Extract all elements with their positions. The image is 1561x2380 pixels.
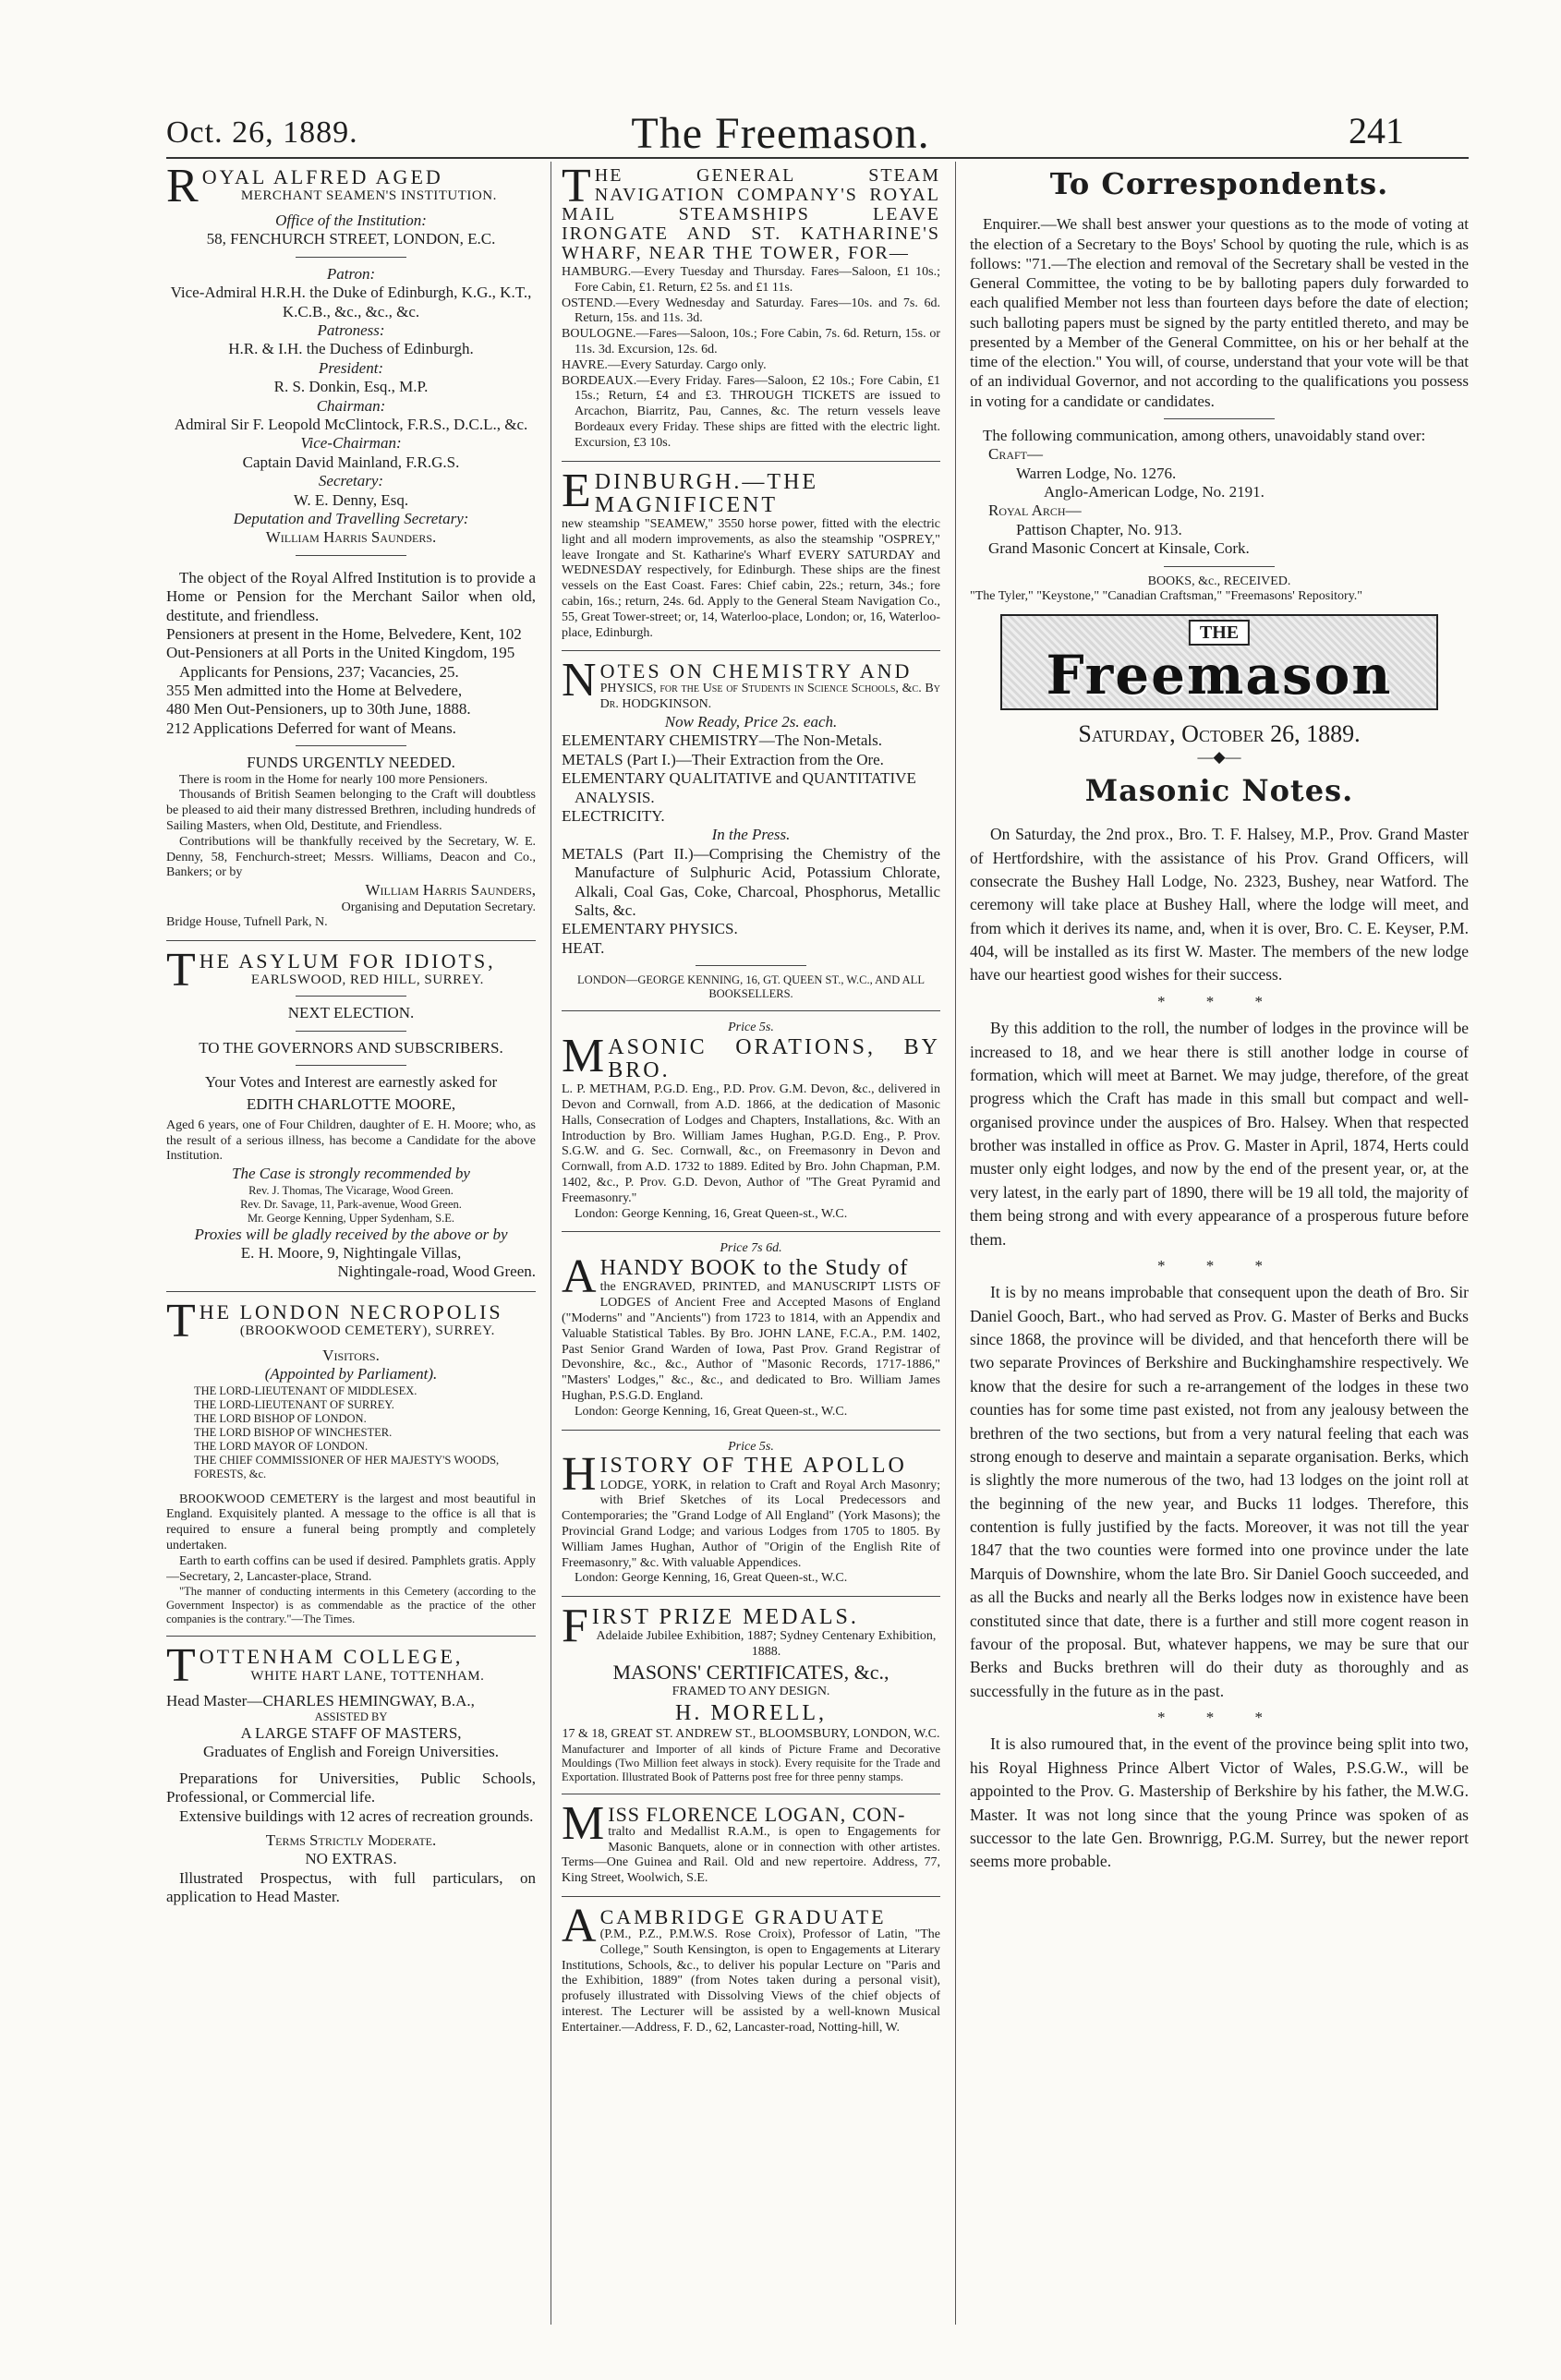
column-2 xyxy=(562,166,940,2325)
book-item: ELEMENTARY QUALITATIVE and QUANTITATIVE ANALYSIS. xyxy=(562,769,916,806)
edinburgh-advert xyxy=(562,464,940,642)
office-address: 58, FENCHURCH STREET, LONDON, E.C. xyxy=(206,230,496,248)
signoff: William Harris Saunders, xyxy=(365,881,536,900)
assisted-line: ASSISTED BY xyxy=(314,1709,388,1723)
label: Patroness: xyxy=(317,321,385,340)
prep-line: Preparations for Universities, Public Schools, Professional, or Commercial life. xyxy=(166,1769,536,1806)
logo-word: Freemason xyxy=(1046,644,1393,707)
reference: Rev. J. Thomas, The Vicarage, Wood Green. xyxy=(248,1183,454,1197)
masonic-orations-advert xyxy=(562,1021,940,1222)
advert-heading: TOTTENHAM COLLEGE, xyxy=(166,1639,464,1693)
case-line: The Case is strongly recommended by xyxy=(232,1165,470,1183)
advert-heading: MASONIC ORATIONS, BY BRO. xyxy=(562,1029,940,1083)
funds-text: There is room in the Home for nearly 100 more Pensioners. xyxy=(179,772,488,787)
advert-heading: THE GENERAL STEAM NAVIGATION COMPANY'S ROYAL MAIL STEAMSHIPS LEAVE IRONGATE AND ST. KATHARINE'S WHARF, NEAR THE TOWER, FOR— xyxy=(562,166,940,263)
chapter-item: Pattison Chapter, No. 913. xyxy=(1016,520,1182,538)
book-item: METALS (Part I.)—Their Extraction from the Ore. xyxy=(562,750,884,768)
election-line: NEXT ELECTION. xyxy=(287,1004,415,1022)
certificates-line: MASONS' CERTIFICATES, &c., xyxy=(612,1660,889,1684)
asylum-advert xyxy=(166,944,536,1282)
notes-paragraph: By this addition to the roll, the number of lodges in the province will be increased to 18, and we hear there is still another lodge in course of formation, which will meet at Barnet. We may judge, therefore, of the great progress which the Craft has made in this small but compact and well-organised province under the auspices of Bro. Halsey. When that respected brother was installed in office as Prov. G. Master in April, 1874, Herts could muster only eight lodges, and now by the end of the present year, or, at the very latest, in the early part of 1890, there will be 19 all told, the majority of them being strong and with every appearance of a prosperous future before them. xyxy=(970,1019,1469,1249)
advert-subheading: EARLSWOOD, RED HILL, SURREY. xyxy=(250,973,484,988)
terms-line: Terms Strictly Moderate. xyxy=(265,1830,437,1849)
candidate-name: EDITH CHARLOTTE MOORE, xyxy=(246,1095,456,1114)
advert-heading: THE ASYLUM FOR IDIOTS, xyxy=(166,944,496,997)
column-3 xyxy=(970,166,1469,2325)
merchant-address: 17 & 18, GREAT ST. ANDREW ST., BLOOMSBURY, LONDON, W.C. xyxy=(562,1726,940,1741)
route-line: BORDEAUX.—Every Friday. Fares—Saloon, £2 10s.; Fore Cabin, £1 15s.; Return, £4 and £3. THROUGH TICKETS are issued to Arcachon, Biarritz, Pau, Cannes, &c. The return vessels leave Bordeaux every Friday. These ships are fitted with the electric light. Excursion, £3 10s. xyxy=(562,373,940,450)
chemistry-advert xyxy=(562,654,940,1001)
books-heading: BOOKS, &c., RECEIVED. xyxy=(1147,574,1291,588)
press-line: In the Press. xyxy=(711,826,791,844)
newspaper-title: The Freemason. xyxy=(631,109,930,158)
stat-line: Applicants for Pensions, 237; Vacancies, 25. xyxy=(179,662,459,681)
secretary: W. E. Denny, Esq. xyxy=(293,490,409,509)
advert-text: (P.M., P.Z., P.M.W.S. Rose Croix), Professor of Latin, "The College," South Kensington, is open to Engagements at Literary Institutions, Schools, &c., to deliver his popular Lecture on "Paris and the Exhibition, 1889" (from Notes taken during a personal visit), profusely illustrated with Dissolving Views of the chief objects of interest. The Lecturer will be assisted by a well-known Musical Entertainer.—Address, F. D., 62, Lancaster-road, Notting-hill, W. xyxy=(562,1927,940,2035)
issue-date: Oct. 26, 1889. xyxy=(166,115,358,150)
advert-heading: EDINBURGH.—THE MAGNIFICENT xyxy=(562,464,819,517)
advert-heading: ACAMBRIDGE GRADUATE xyxy=(562,1899,887,1952)
framed-line: FRAMED TO ANY DESIGN. xyxy=(672,1685,830,1699)
advert-subheading: (BROOKWOOD CEMETERY), SURREY. xyxy=(239,1323,495,1338)
lodge-item: Anglo-American Lodge, No. 2191. xyxy=(1044,483,1265,501)
visitor: THE CHIEF COMMISSIONER OF HER MAJESTY'S WOODS, FORESTS, &c. xyxy=(194,1453,500,1480)
advert-heading: NOTES ON CHEMISTRY AND xyxy=(562,654,913,707)
necropolis-quote: "The manner of conducting interments in this Cemetery (according to the Government Inspector) is as commendable as the practice of the other companies is the contrary."—The Times. xyxy=(166,1585,536,1626)
advert-text: new steamship "SEAMEW," 3550 horse power, fitted with the electric light and all modern improvements, as also the steamship "OSPREY," leave Irongate and St. Katharine's Wharf EVERY SATURDAY and WEDNESDAY respectively, for Edinburgh. These ships are the finest vessels on the East Coast. Fares: Chief cabin, 22s.; return, 34s.; fore cabin, 16s.; return, 24s. 6d. Apply to the General Steam Navigation Co., 55, Great Tower-street; or, 14, Waterloo-place, London; or, 16, Waterloo-place, Edinburgh. xyxy=(562,516,940,640)
patroness: H.R. & I.H. the Duchess of Edinburgh. xyxy=(228,340,474,358)
stat-line: Pensioners at present in the Home, Belvedere, Kent, 102 xyxy=(166,624,522,643)
route-line: OSTEND.—Every Wednesday and Saturday. Fares—10s. and 7s. 6d. Return, 15s. and 11s. 3d. xyxy=(562,296,940,326)
request-line: Your Votes and Interest are earnestly asked for xyxy=(204,1073,498,1092)
label: Secretary: xyxy=(318,472,384,490)
publisher-line: London: George Kenning, 16, Great Queen-st., W.C. xyxy=(575,1571,848,1586)
ready-line: Now Ready, Price 2s. each. xyxy=(664,713,838,731)
apollo-lodge-advert xyxy=(562,1440,940,1588)
visitor: THE LORD BISHOP OF LONDON. xyxy=(194,1411,367,1425)
enquirer-reply: Enquirer.—We shall best answer your questions as to the mode of voting at the election of a Secretary to the Boys' School by quoting the rule, which is as follows: "71.—The election and removal of the Secretary shall be vested in the General Committee, the voting to be by balloting papers duly forwarded to each qualified Member not less than fourteen days before the date of election; such balloting papers must be signed by the party entitled thereto, and may be presented by a Member of the General Committee, on his or her behalf at the time of the election." You will, of course, understand that your vote will be that of an individual Governor, and not according to the qualifications you possess in voting for a candidate or candidates. xyxy=(970,215,1469,410)
masonic-notes-heading: Masonic Notes. xyxy=(1084,772,1354,808)
price: Price 5s. xyxy=(728,1439,774,1454)
royal-alfred-advert xyxy=(166,166,536,931)
publisher-line: London: George Kenning, 16, Great Queen-st., W.C. xyxy=(575,1206,848,1221)
column-1 xyxy=(166,166,536,2325)
price: Price 7s 6d. xyxy=(720,1241,782,1256)
section-break: * * * xyxy=(1157,1709,1281,1727)
advert-text: tralto and Medallist R.A.M., is open to Engagements for Masonic Banquets, alone or in connection with other artistes. Terms—One Guinea and Rail. Old and new repertoire. Address, 77, King Street, Woolwich, S.E. xyxy=(562,1824,940,1886)
column-divider xyxy=(955,162,956,2325)
visitor: THE LORD BISHOP OF WINCHESTER. xyxy=(194,1425,393,1439)
visitor: THE LORD-LIEUTENANT OF SURREY. xyxy=(194,1397,394,1411)
patron: Vice-Admiral H.R.H. the Duke of Edinburgh, K.G., K.T., K.C.B., &c., &c., &c. xyxy=(170,284,532,320)
lodge-item: Warren Lodge, No. 1276. xyxy=(1016,464,1177,482)
price: Price 5s. xyxy=(728,1021,774,1035)
label: Deputation and Travelling Secretary: xyxy=(233,509,469,527)
label: Vice-Chairman: xyxy=(300,434,402,453)
route-line: HAMBURG.—Every Tuesday and Thursday. Fares—Saloon, £1 10s.; Fore Cabin, £1. Return, £2 5s. and £1 11s. xyxy=(562,265,940,295)
advert-heading: FIRST PRIZE MEDALS. xyxy=(562,1600,859,1653)
notes-paragraph: It is by no means improbable that consequent upon the death of Bro. Sir Daniel Gooch, Bart., who had served as Prov. G. Master of Berks and Bucks since 1868, the province will be divided, and that henceforth there will be two separate Provinces of Berkshire and Buckinghamshire respectively. We know that the desire for such a re-arrangement of the lodges in these two counties has for some time past existed, not from any jealousy between the brethren of the two sections, but from a very natural feeling that each was strong enough to deserve and maintain a separate organisation. Berks, which is slightly the more numerous of the two, had 13 lodges on the joint roll at the beginning of the new year, and Bucks 11 lodges. Therefore, this contention is fully justified by the facts. Moreover, it was not till the year 1847 that the two counties were formed into one province under the late Marquis of Downshire, whom the late Bro. Sir Daniel Gooch succeeded, and as all the Bucks and nearly all the Berks lodges now in existence have been constituted since that date, there is a further and still more cogent reason in favour of the proposal. But, whatever happens, we may be sure that our Berks and Bucks brethren will do their duty as thoroughly and as successfully in the future as in the past. xyxy=(970,1283,1469,1700)
advert-subheading: WHITE HART LANE, TOTTENHAM. xyxy=(250,1668,485,1684)
book-item: ELEMENTARY PHYSICS. xyxy=(562,920,738,938)
advert-subheading: PHYSICS, for the Use of Students in Science Schools, &c. By Dr. HODGKINSON. xyxy=(599,682,940,712)
advert-text: LODGE, YORK, in relation to Craft and Royal Arch Masonry; with Brief Sketches of its Local Predecessors and Contemporaries; the "Grand Lodge of All England" (York Masons); the Provincial Grand Lodge; and various Lodges from 1705 to 1805. By William James Hughan, Author of "Origin of the English Rite of Freemasonry," &c. With valuable Appendices. xyxy=(562,1478,940,1570)
handy-book-advert xyxy=(562,1241,940,1420)
label: President: xyxy=(318,358,384,377)
route-line: HAVRE.—Every Saturday. Cargo only. xyxy=(562,357,767,372)
notes-paragraph: It is also rumoured that, in the event of the province being split into two, his Royal Highness Prince Albert Victor of Wales, P.S.G.W., will be appointed to the Prov. G. Mastership of Berkshire by his father, the M.W.G. Master. It was not long since that the young Prince was spoken of as successor to the late Gen. Brownrigg, P.G.M. Surrey, but the newer report seems more probable. xyxy=(970,1734,1469,1871)
address-line: TO THE GOVERNORS AND SUBSCRIBERS. xyxy=(199,1038,503,1057)
label: Chairman: xyxy=(316,396,386,415)
extras-line: NO EXTRAS. xyxy=(305,1850,397,1868)
merchant-name: H. MORELL, xyxy=(675,1701,827,1726)
buildings-line: Extensive buildings with 12 acres of recreation grounds. xyxy=(179,1806,534,1825)
signoff-title: Organising and Deputation Secretary. xyxy=(341,900,536,914)
label: Patron: xyxy=(326,264,376,283)
reference: Rev. Dr. Savage, 11, Park-avenue, Wood Green. xyxy=(240,1197,462,1211)
necropolis-advert xyxy=(166,1294,536,1627)
candidate-details: Aged 6 years, one of Four Children, daughter of E. H. Moore; who, as the result of a serious illness, has become a Candidate for the above Institution. xyxy=(166,1118,536,1164)
advert-heading: THE LONDON NECROPOLIS xyxy=(166,1294,503,1347)
graduates-line: Graduates of English and Foreign Universities. xyxy=(202,1743,500,1761)
stat-line: 212 Applications Deferred for want of Means. xyxy=(166,719,456,737)
books-received: "The Tyler," "Keystone," "Canadian Craftsman," "Freemasons' Repository." xyxy=(970,589,1363,604)
advert-subheading: Adelaide Jubilee Exhibition, 1887; Sydney Centenary Exhibition, 1888. xyxy=(596,1629,937,1660)
book-item: ELECTRICITY. xyxy=(562,806,665,825)
section-break: * * * xyxy=(1157,1256,1281,1275)
prospectus-line: Illustrated Prospectus, with full particulars, on application to Head Master. xyxy=(166,1868,536,1906)
stat-line: Out-Pensioners at all Ports in the United Kingdom, 195 xyxy=(166,644,515,662)
head-master: Head Master—CHARLES HEMINGWAY, B.A., xyxy=(166,1691,475,1709)
visitors-label: Visitors. xyxy=(322,1346,380,1364)
logo-the: THE xyxy=(1189,620,1250,646)
appointed-line: (Appointed by Parliament). xyxy=(264,1365,438,1383)
page-number: 241 xyxy=(1349,110,1404,151)
stand-over-note: The following communication, among others, unavoidably stand over: xyxy=(983,426,1426,444)
label: Office of the Institution: xyxy=(275,211,427,230)
publisher-line: LONDON—GEORGE KENNING, 16, GT. QUEEN ST., W.C., AND ALL BOOKSELLERS. xyxy=(577,973,925,1001)
masthead xyxy=(0,0,1561,158)
chairman: Admiral Sir F. Leopold McClintock, F.R.S., D.C.L., &c. xyxy=(174,416,528,433)
advert-heading: MISS FLORENCE LOGAN, CON- xyxy=(562,1796,906,1850)
advert-text: Manufacturer and Importer of all kinds of Picture Frame and Decorative Mouldings (Two Million feet always in stock). Every requisite for the Trade and Exportation. Illustrated Book of Patterns post free for three penny stamps. xyxy=(562,1742,940,1783)
notes-paragraph: On Saturday, the 2nd prox., Bro. T. F. Halsey, M.P., Prov. Grand Master of Hertfordshire, with the assistance of his Prov. Grand Officers, will consecrate the Bushey Hall Lodge, No. 2323, Bushey, near Watford. The ceremony will take place at Bushey Hall, where the lodge will meet, and from which it derives its name, and, when it is over, Bro. C. E. Keyser, P.M. 404, will be installed as its first W. Master. The members of the new lodge have our heartiest good wishes for their success. xyxy=(970,825,1469,985)
book-item: METALS (Part II.)—Comprising the Chemistry of the Manufacture of Sulphuric Acid, Potassium Chlorate, Alkali, Coal Gas, Coke, Charcoal, Phosphorus, Metallic Salts, &c. xyxy=(562,844,940,919)
ornament: —◆— xyxy=(1197,748,1241,767)
steam-navigation-advert xyxy=(562,166,940,452)
proxy-address: Nightingale-road, Wood Green. xyxy=(337,1262,536,1281)
masthead-rule xyxy=(166,157,1469,159)
deputation-secretary: William Harris Saunders. xyxy=(265,528,437,547)
stat-line: 480 Men Out-Pensioners, up to 30th June, 1888. xyxy=(166,700,471,719)
advert-heading: ROYAL ALFRED AGED xyxy=(166,166,443,212)
funds-heading: FUNDS URGENTLY NEEDED. xyxy=(247,754,455,772)
tottenham-advert xyxy=(166,1639,536,1906)
funds-text: Thousands of British Seamen belonging to the Craft will doubtless be pleased to aid their many distressed Brethren, including hundreds of Sailing Masters, when Old, Destitute, and Friendless. xyxy=(166,788,536,834)
proxies-line: Proxies will be gladly received by the above or by xyxy=(194,1225,508,1243)
route-line: BOULOGNE.—Fares—Saloon, 10s.; Fore Cabin, 7s. 6d. Return, 15s. or 11s. 3d. Excursion, 12s. 6d. xyxy=(562,327,940,356)
president: R. S. Donkin, Esq., M.P. xyxy=(273,378,429,396)
advert-heading: HISTORY OF THE APOLLO xyxy=(562,1448,907,1502)
publisher-line: London: George Kenning, 16, Great Queen-st., W.C. xyxy=(575,1404,848,1419)
reference: Mr. George Kenning, Upper Sydenham, S.E. xyxy=(247,1211,455,1225)
florence-logan-advert xyxy=(562,1796,940,1887)
staff-line: A LARGE STAFF OF MASTERS, xyxy=(240,1723,462,1742)
cambridge-graduate-advert xyxy=(562,1899,940,2036)
advert-heading: AHANDY BOOK to the Study of xyxy=(562,1250,909,1304)
prize-medals-advert xyxy=(562,1600,940,1784)
book-item: ELEMENTARY CHEMISTRY—The Non-Metals. xyxy=(562,731,882,750)
visitor: THE LORD MAYOR OF LONDON. xyxy=(194,1439,369,1453)
issue-date-line: Saturday, October 26, 1889. xyxy=(1078,720,1361,748)
proxy-address: E. H. Moore, 9, Nightingale Villas, xyxy=(240,1244,462,1262)
stat-line: 355 Men admitted into the Home at Belvedere, xyxy=(166,682,463,700)
section-break: * * * xyxy=(1157,992,1281,1010)
visitor: THE LORD-LIEUTENANT OF MIDDLESEX. xyxy=(194,1383,417,1397)
funds-text: Contributions will be thankfully received by the Secretary, W. E. Denny, 58, Fenchurch-street; Messrs. Williams, Deacon and Co., Bankers; or by xyxy=(166,834,536,880)
necropolis-text: Earth to earth coffins can be used if desired. Pamphlets gratis. Apply—Secretary, 2, Lancaster-place, Strand. xyxy=(166,1553,536,1584)
correspondents-heading: To Correspondents. xyxy=(1049,166,1389,201)
concert-item: Grand Masonic Concert at Kinsale, Cork. xyxy=(988,539,1250,558)
craft-label: Craft— xyxy=(988,445,1044,464)
freemason-masthead-logo xyxy=(1000,614,1438,710)
signoff-address: Bridge House, Tufnell Park, N. xyxy=(166,915,328,930)
advert-text: L. P. METHAM, P.G.D. Eng., P.D. Prov. G.M. Devon, &c., delivered in Devon and Cornwall, from A.D. 1866, at the dedication of Masonic Halls, Consecration of Lodges and Chapters, Installations, &c. With an Introduction by Bro. William James Hughan, P.G.D. Eng., P. Prov. S.G.W. and G. Sec. Cornwall, &c., on Freemasonry in Devon and Cornwall, from A.D. 1732 to 1889. Edited by Bro. John Chapman, P.M. 1402, &c., P. Prov. G.D. Devon, Author of "The Great Pyramid and Freemasonry." xyxy=(562,1082,940,1205)
object-text: The object of the Royal Alfred Institution is to provide a Home or Pension for the Merchant Sailor when old, destitute, and friendless. xyxy=(166,568,536,624)
arch-label: Royal Arch— xyxy=(988,501,1082,520)
book-item: HEAT. xyxy=(562,938,605,957)
advert-subheading: MERCHANT SEAMEN'S INSTITUTION. xyxy=(240,188,497,204)
necropolis-text: BROOKWOOD CEMETERY is the largest and most beautiful in England. Exquisitely planted. A message to the office is all that is required to ensure a funeral being promptly and completely undertaken. xyxy=(166,1492,536,1553)
vice-chairman: Captain David Mainland, F.R.G.S. xyxy=(242,453,460,471)
advert-text: the ENGRAVED, PRINTED, and MANUSCRIPT LISTS OF LODGES of Ancient Free and Accepted Masons of England ("Moderns" and "Ancients") from 1723 to 1814, with an Appendix and Valuable Statistical Tables. By Bro. JOHN LANE, F.C.A., P.M. 1402, Past Senior Grand Warden of Iowa, Past Prov. Grand Registrar of Devonshire, &c., &c., Author of "Masonic Records, 1717-1886," "Masters' Lodges," &c., &c., and dedicated to Bro. William James Hughan, P.S.G.D. England. xyxy=(562,1280,940,1403)
